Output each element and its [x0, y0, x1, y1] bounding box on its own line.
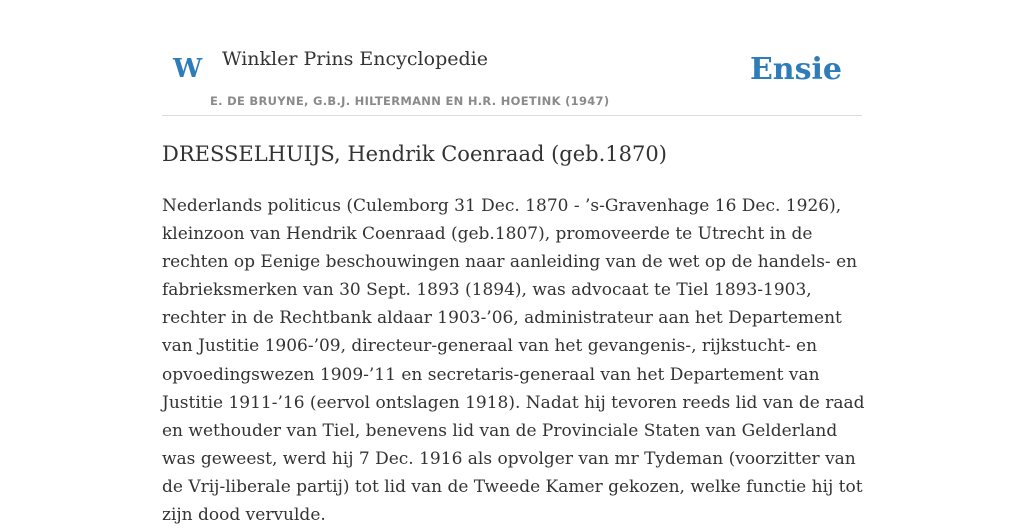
site-title[interactable]: Winkler Prins Encyclopedie	[222, 48, 488, 70]
entry-title: DRESSELHUIJS, Hendrik Coenraad (geb.1870)	[162, 142, 667, 166]
header-divider	[162, 115, 862, 116]
winkler-prins-logo[interactable]: W	[173, 54, 203, 84]
entry-body: Nederlands politicus (Culemborg 31 Dec. 1870 - ’s-Gravenhage 16 Dec. 1926), kleinzoon van Hendrik Coenraad (geb.1807), promoveerde te Utrecht in de rechten op Eenige beschouwingen naar aanleiding van de wet op de handels- en fabrieksmerken van 30 Sept. 1893 (1894), was advocaat te Tiel 1893-1903, rechter in de Rechtbank aldaar 1903-’06, administrateur aan het Departement van Justitie 1906-’09, directeur-generaal van het gevangenis-, rijkstucht- en opvoedingswezen 1909-’11 en secretaris-generaal van het Departement van Justitie 1911-’16 (eervol ontslagen 1918). Nadat hij tevoren reeds lid van de raad en wethouder van Tiel, benevens lid van de Provinciale Staten van Gelderland was geweest, werd hij 7 Dec. 1916 als opvolger van mr Tydeman (voorzitter van de Vrij-liberale partij) tot lid van de Tweede Kamer gekozen, welke functie hij tot zijn dood vervulde.	[162, 196, 865, 526]
ensie-logo[interactable]: Ensie	[749, 52, 842, 87]
page-container	[162, 0, 865, 526]
authors-line: E. DE BRUYNE, G.B.J. HILTERMANN EN H.R. HOETINK (1947)	[210, 94, 610, 108]
